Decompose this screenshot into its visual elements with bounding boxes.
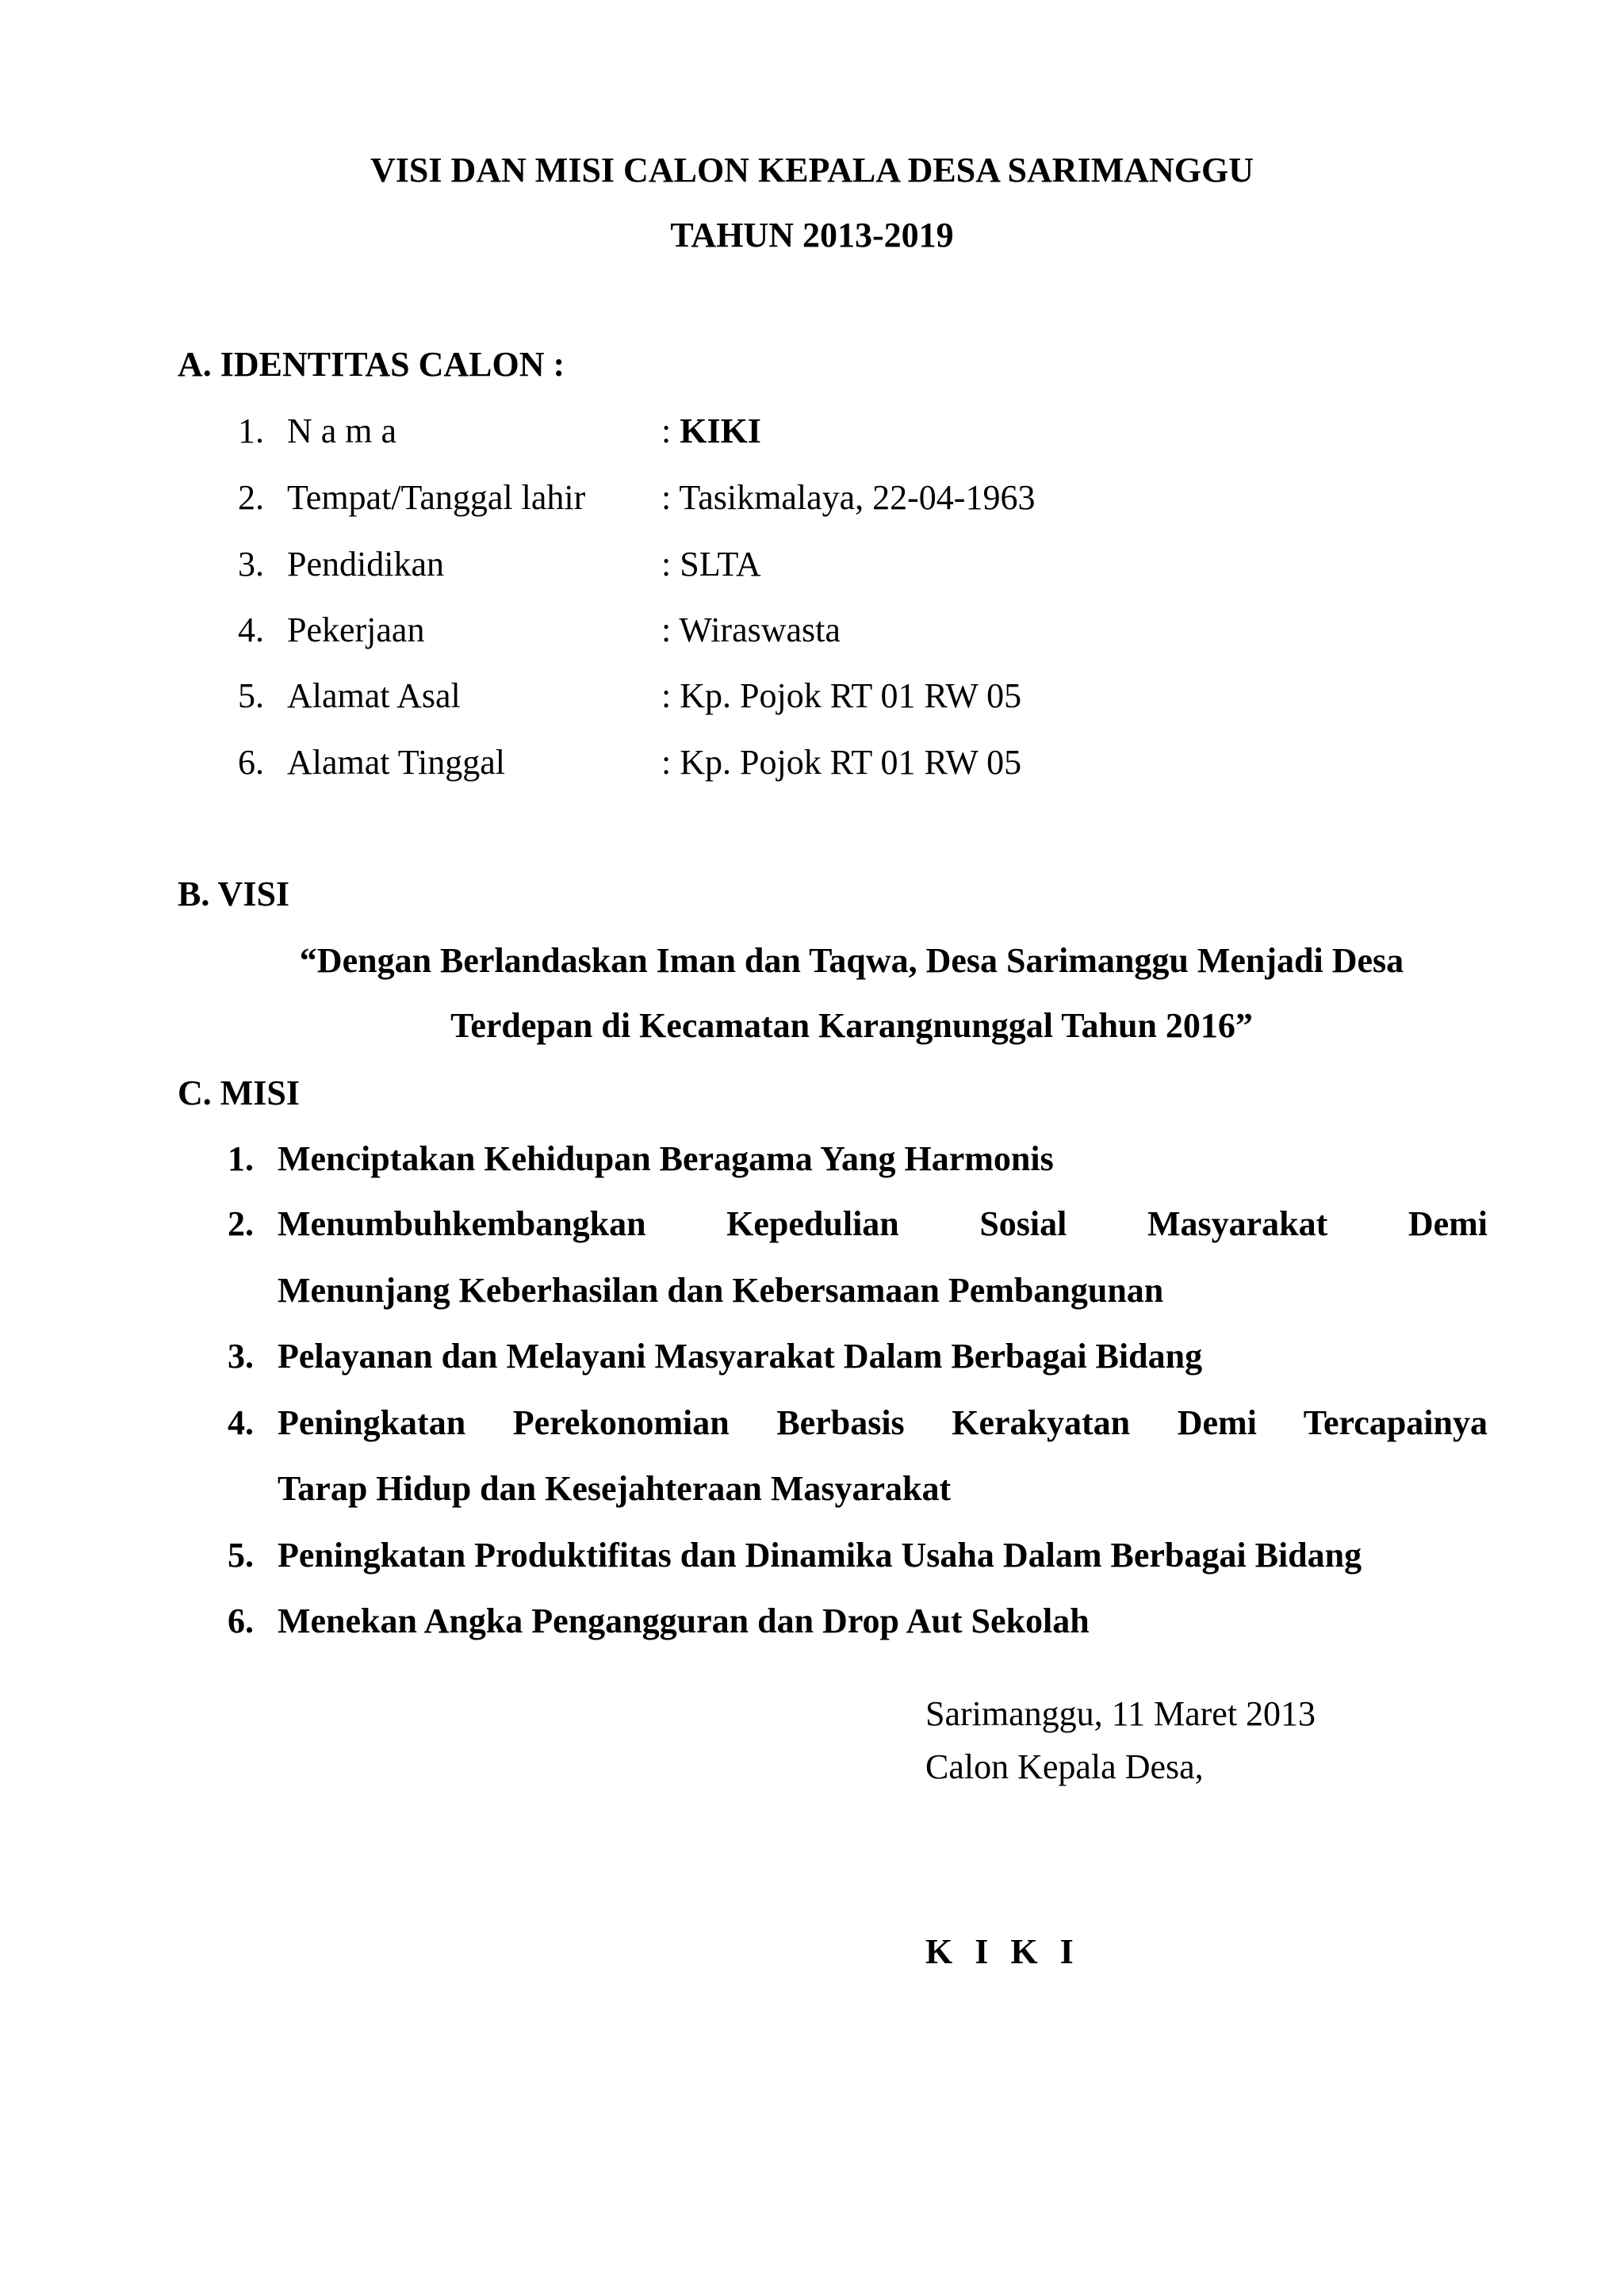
misi-text: Peningkatan Perekonomian Berbasis Kerakyatan Demi Tercapainya [278,1403,1488,1442]
identity-number: 5. [238,676,264,715]
misi-text: Menumbuhkembangkan Kepedulian Sosial Masyarakat Demi [278,1204,1488,1243]
document-title: VISI DAN MISI CALON KEPALA DESA SARIMANGGU [370,151,1254,189]
identity-value: : Tasikmalaya, 22-04-1963 [661,478,1036,517]
misi-number: 6. [228,1601,254,1640]
signature-name: KIKI [925,1932,1096,1971]
section-c-heading: C. MISI [178,1073,301,1112]
identity-label: Alamat Tinggal [287,743,506,782]
misi-number: 4. [228,1403,254,1442]
section-b-heading: B. VISI [178,874,290,913]
misi-text-continued: Tarap Hidup dan Kesejahteraan Masyarakat [278,1469,952,1508]
misi-number: 5. [228,1536,254,1575]
identity-number: 1. [238,411,264,450]
identity-number: 4. [238,610,264,649]
identity-label: Alamat Asal [287,676,461,715]
visi-statement-line2: Terdepan di Kecamatan Karangnunggal Tahun 2016” [450,1006,1253,1045]
identity-label: N a m a [287,411,397,450]
identity-value: : KIKI [661,411,761,450]
misi-text: Peningkatan Produktifitas dan Dinamika Usaha Dalam Berbagai Bidang [278,1536,1362,1575]
misi-text-continued: Menunjang Keberhasilan dan Kebersamaan Pembangunan [278,1271,1164,1310]
identity-label: Pekerjaan [287,610,425,649]
identity-number: 6. [238,743,264,782]
identity-value: : Kp. Pojok RT 01 RW 05 [661,743,1022,782]
misi-number: 2. [228,1204,254,1243]
document-subtitle: TAHUN 2013-2019 [670,216,954,254]
identity-value: : Kp. Pojok RT 01 RW 05 [661,676,1022,715]
identity-number: 3. [238,545,264,584]
identity-value: : Wiraswasta [661,610,841,649]
identity-value: : SLTA [661,545,761,584]
signature-role: Calon Kepala Desa, [925,1747,1204,1786]
misi-text: Menekan Angka Pengangguran dan Drop Aut Sekolah [278,1601,1090,1640]
misi-text: Pelayanan dan Melayani Masyarakat Dalam Berbagai Bidang [278,1337,1203,1376]
candidate-name: KIKI [680,411,761,450]
section-a-heading: A. IDENTITAS CALON : [178,345,565,384]
signature-place-date: Sarimanggu, 11 Maret 2013 [925,1694,1316,1733]
visi-statement-line1: “Dengan Berlandaskan Iman dan Taqwa, Desa Sarimanggu Menjadi Desa [299,941,1404,980]
identity-label: Pendidikan [287,545,444,584]
misi-number: 1. [228,1139,254,1178]
identity-label: Tempat/Tanggal lahir [287,478,586,517]
misi-number: 3. [228,1337,254,1376]
identity-number: 2. [238,478,264,517]
misi-text: Menciptakan Kehidupan Beragama Yang Harmonis [278,1139,1054,1178]
